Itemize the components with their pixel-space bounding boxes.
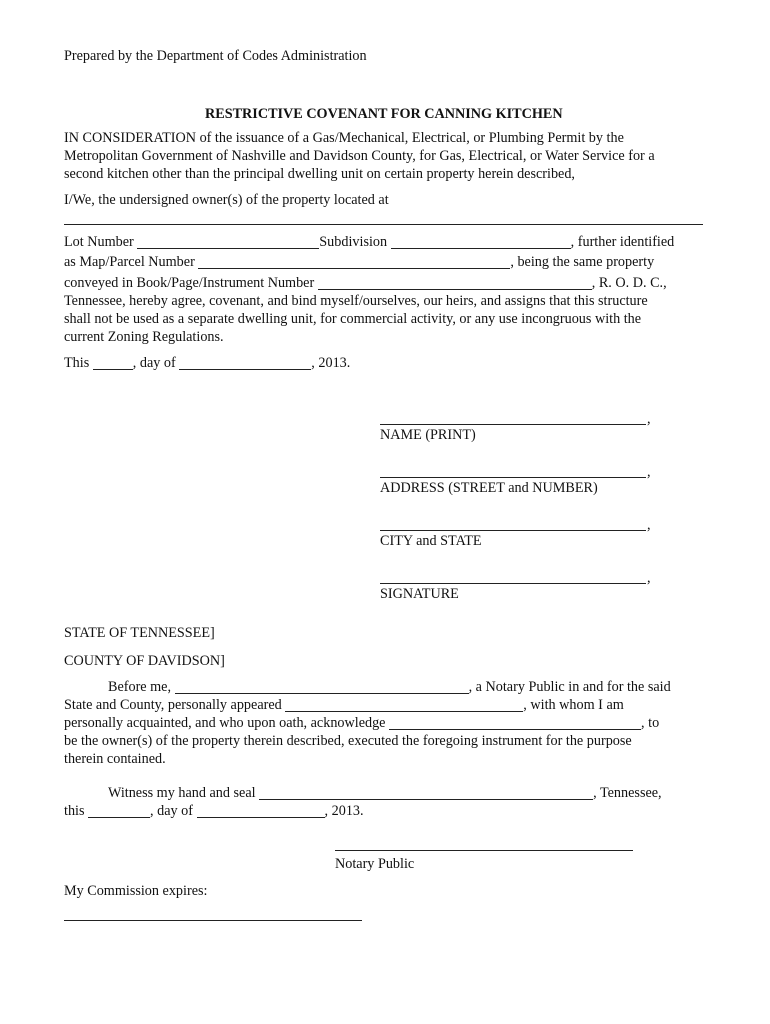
document-title: RESTRICTIVE COVENANT FOR CANNING KITCHEN (205, 106, 563, 122)
notary-public-for-text: , a Notary Public in and for the said (468, 679, 671, 695)
state-county-line (64, 696, 624, 714)
before-me-label: Before me, (108, 679, 172, 695)
subdivision-label: Subdivision (319, 234, 388, 250)
notary-year-text: , 2013. (324, 803, 364, 819)
prepared-by-text: Prepared by the Department of Codes Administration (64, 48, 367, 64)
commission-expires-field[interactable] (64, 920, 362, 921)
consideration-line-1: IN CONSIDERATION of the issuance of a Gas/Mechanical, Electrical, or Plumbing Permit by the (64, 130, 624, 146)
property-location-field[interactable] (64, 224, 703, 225)
county-heading: COUNTY OF DAVIDSON] (64, 653, 225, 669)
day-of-text: , day of (132, 355, 176, 371)
agreement-line-3: current Zoning Regulations. (64, 329, 224, 345)
year-text: , 2013. (311, 355, 351, 371)
acquainted-line (64, 714, 659, 732)
name-comma: , (647, 411, 651, 427)
acknowledge-field[interactable] (389, 715, 641, 730)
signature-comma: , (647, 570, 651, 586)
signature-field[interactable] (380, 583, 646, 584)
notary-this-label: this (64, 803, 85, 819)
conveyed-line (64, 274, 667, 292)
to-text: , to (641, 715, 660, 731)
commission-label: My Commission expires: (64, 883, 208, 899)
address-label: ADDRESS (STREET and NUMBER) (380, 480, 598, 496)
lot-number-field[interactable] (137, 234, 319, 249)
witness-location-field[interactable] (259, 785, 593, 800)
notary-public-label: Notary Public (335, 856, 415, 872)
witness-label: Witness my hand and seal (108, 785, 256, 801)
map-parcel-line (64, 253, 654, 271)
appeared-name-field[interactable] (285, 697, 523, 712)
state-county-label: State and County, personally appeared (64, 697, 282, 713)
notary-month-field[interactable] (197, 803, 325, 818)
month-field[interactable] (179, 355, 311, 370)
signature-label: SIGNATURE (380, 586, 459, 602)
witness-line (108, 784, 662, 802)
consideration-line-3: second kitchen other than the principal dwelling unit on certain property herein described, (64, 166, 575, 182)
with-whom-text: , with whom I am (523, 697, 624, 713)
city-state-field[interactable] (380, 530, 646, 531)
book-page-instrument-field[interactable] (318, 275, 592, 290)
therein-contained-line: therein contained. (64, 751, 166, 767)
this-label: This (64, 355, 90, 371)
consideration-line-2: Metropolitan Government of Nashville and Davidson County, for Gas, Electrical, or Water Service for a (64, 148, 655, 164)
map-parcel-field[interactable] (198, 254, 510, 269)
owners-executed-line: be the owner(s) of the property therein described, executed the foregoing instrument for the purpose (64, 733, 632, 749)
rodc-text: , R. O. D. C., (591, 275, 667, 291)
name-print-field[interactable] (380, 424, 646, 425)
notary-day-of-text: , day of (150, 803, 193, 819)
acquainted-label: personally acquainted, and who upon oath, acknowledge (64, 715, 386, 731)
address-field[interactable] (380, 477, 646, 478)
further-identified-text: , further identified (570, 234, 675, 250)
notary-day-field[interactable] (88, 803, 150, 818)
same-property-text: , being the same property (510, 254, 655, 270)
day-field[interactable] (93, 355, 133, 370)
name-print-label: NAME (PRINT) (380, 427, 476, 443)
before-me-line (108, 678, 671, 696)
address-comma: , (647, 464, 651, 480)
conveyed-label: conveyed in Book/Page/Instrument Number (64, 275, 315, 291)
tennessee-text: , Tennessee, (593, 785, 662, 801)
city-comma: , (647, 517, 651, 533)
state-heading: STATE OF TENNESSEE] (64, 625, 215, 641)
subdivision-field[interactable] (391, 234, 571, 249)
notary-name-field[interactable] (175, 679, 469, 694)
map-parcel-label: as Map/Parcel Number (64, 254, 195, 270)
agreement-line-2: shall not be used as a separate dwelling unit, for commercial activity, or any use incongruous with the (64, 311, 642, 327)
lot-number-label: Lot Number (64, 234, 134, 250)
date-line (64, 354, 350, 372)
notary-signature-field[interactable] (335, 850, 633, 851)
lot-number-line (64, 233, 674, 251)
city-state-label: CITY and STATE (380, 533, 482, 549)
owners-intro: I/We, the undersigned owner(s) of the property located at (64, 192, 389, 208)
notary-date-line (64, 802, 364, 820)
agreement-line-1: Tennessee, hereby agree, covenant, and bind myself/ourselves, our heirs, and assigns that this structure (64, 293, 648, 309)
